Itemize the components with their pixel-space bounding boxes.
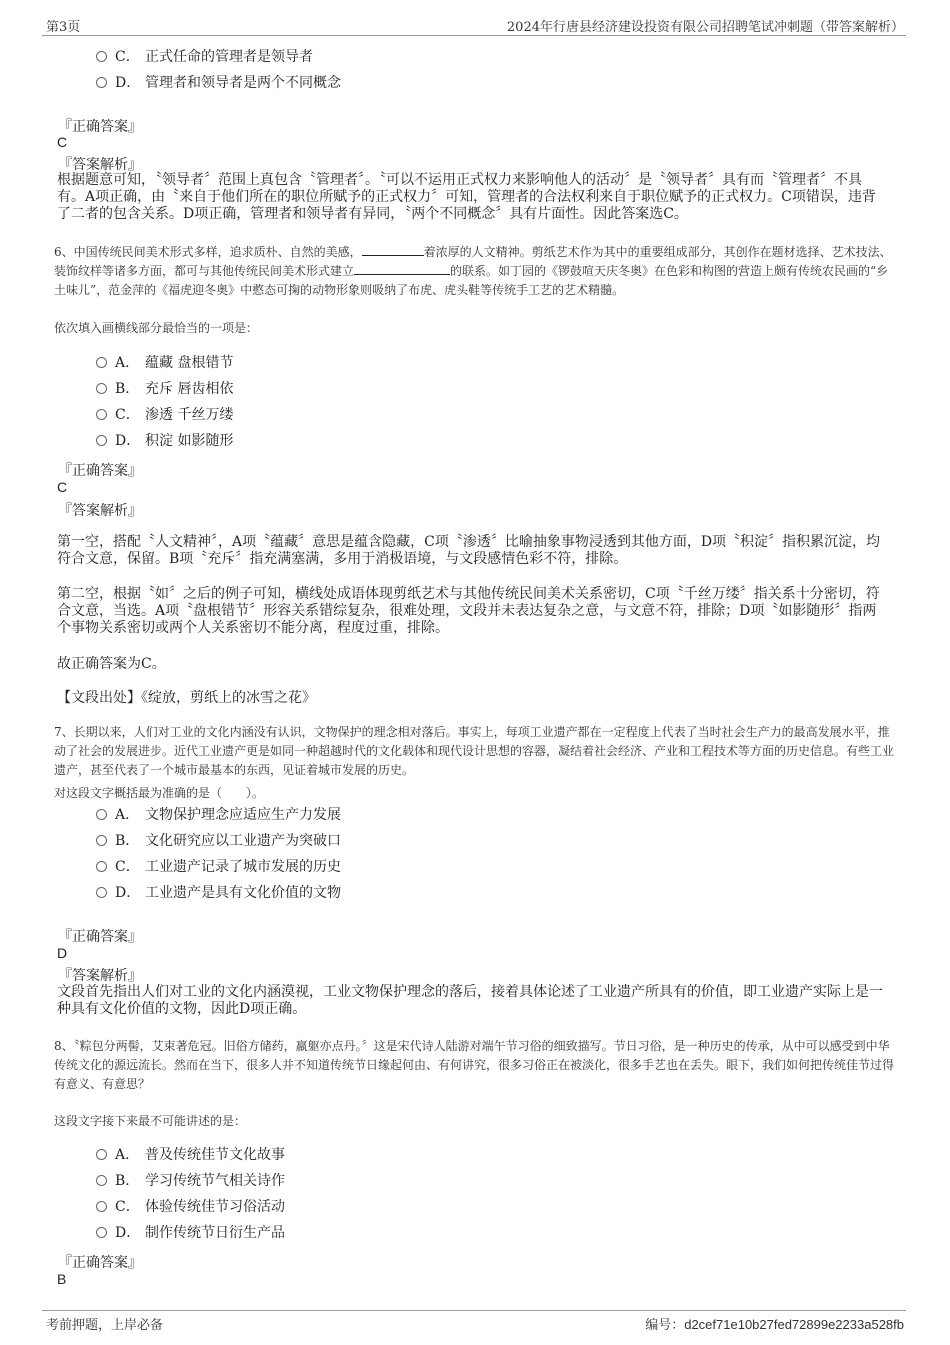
footer-code-label: 编号： — [645, 1318, 685, 1333]
radio-icon[interactable] — [96, 435, 107, 446]
q8-stem: 8、〝粽包分两髻，艾束著危冠。旧俗方储药，羸躯亦点丹。〞这是宋代诗人陆游对端午节习俗的细致描写。节日习俗，是一种历史的传承，从中可以感受到中华传统文化的源远流长。然而在当下，很多人并不知道传统节日缘起何由、有何讲究，很多习俗正在被淡化，很多手艺也在丢失。眼下，我们如何把传统佳节过得有意义、有意思？ — [54, 1039, 895, 1091]
q7-option-a[interactable]: A． 文物保护理念应适应生产力发展 — [96, 806, 341, 824]
radio-icon[interactable] — [96, 51, 107, 62]
q7-option-c[interactable]: C． 工业遗产记录了城市发展的历史 — [96, 858, 341, 876]
radio-icon[interactable] — [96, 1227, 107, 1238]
radio-icon[interactable] — [96, 1175, 107, 1186]
q7-prompt: 对这段文字概括最为准确的是（ ）。 — [54, 786, 265, 800]
q7-answer-label: 『正确答案』 — [58, 929, 142, 945]
q7-option-d[interactable]: D． 工业遗产是具有文化价值的文物 — [96, 884, 341, 902]
radio-icon[interactable] — [96, 887, 107, 898]
fill-blank-2 — [354, 262, 450, 275]
q8-option-d[interactable]: D． 制作传统节日衍生产品 — [96, 1224, 285, 1242]
radio-icon[interactable] — [96, 1201, 107, 1212]
q6-prompt: 依次填入画横线部分最恰当的一项是： — [54, 321, 259, 335]
q7-stem: 7、长期以来，人们对工业的文化内涵没有认识，文物保护的理念相对落后。事实上，每项工业遗产都在一定程度上代表了当时社会生产力的最高发展水平，推动了社会的发展进步。近代工业遗产更是如同一种超越时代的文化载体和现代设计思想的容器，凝结着社会经济、产业和工程技术等方面的历史信息。有些工业遗产，甚至代表了一个城市最基本的东西，见证着城市发展的历史。 — [54, 725, 895, 777]
q8-option-b[interactable]: B． 学习传统节气相关诗作 — [96, 1172, 285, 1190]
q6-stem: 6、中国传统民间美术形式多样，追求质朴、自然的美感， 着浓厚的人文精神。剪纸艺术作为其中的重要组成部分，其创作在题材选择、艺术技法、装饰纹样等诸多方面，都可与其他传统民间美术形式建立 的联系。如丁园的《锣鼓喧天庆冬奥》在色彩和构图的营造上颇有传统农民画的“乡土味儿”，范金萍的《福虎迎冬奥》中憨态可掬的动物形象则吸纳了布虎、虎头鞋等传统手工艺的艺术精髓。 — [54, 245, 892, 297]
q8-option-c[interactable]: C． 体验传统佳节习俗活动 — [96, 1198, 285, 1216]
q6-analysis-para-1: 第一空，搭配〝人文精神〞，A项〝蕴藏〞意思是蕴含隐藏，C项〝渗透〞比喻抽象事物浸透到其他方面，D项〝积淀〞指积累沉淀，均符合文意，保留。B项〝充斥〞指充满塞满，多用于消极语境，与文段感情色彩不符，排除。 — [57, 534, 881, 567]
header-divider — [42, 35, 906, 36]
q6-source: 【文段出处】《绽放，剪纸上的冰雪之花》 — [57, 690, 316, 706]
q7-analysis-label: 『答案解析』 — [58, 968, 142, 984]
radio-icon[interactable] — [96, 809, 107, 820]
q5-option-d[interactable]: D． 管理者和领导者是两个不同概念 — [96, 74, 341, 92]
footer-code-value: d2cef71e10b27fed72899e2233a528fb — [684, 1317, 904, 1332]
q8-answer: B — [57, 1271, 67, 1287]
q6-analysis-para-2: 第二空，根据〝如〞之后的例子可知，横线处成语体现剪纸艺术与其他传统民间美术关系密切，C项〝千丝万缕〞指关系十分密切，符合文意，当选。A项〝盘根错节〞形容关系错综复杂，很难处理，文段并未表达复杂之意，与文意不符，排除；D项〝如影随形〞指两个事物关系密切或两个人关系密切不能分离，程度过重，排除。 — [57, 586, 880, 636]
q6-analysis-label: 『答案解析』 — [58, 503, 142, 519]
radio-icon[interactable] — [96, 77, 107, 88]
footer-slogan: 考前押题，上岸必备 — [46, 1318, 164, 1333]
q5-analysis-label: 『答案解析』 — [58, 157, 142, 173]
radio-icon[interactable] — [96, 835, 107, 846]
footer-divider — [42, 1310, 906, 1311]
q7-option-b[interactable]: B． 文化研究应以工业遗产为突破口 — [96, 832, 341, 850]
q6-option-b[interactable]: B． 充斥 唇齿相依 — [96, 380, 233, 398]
q6-option-d[interactable]: D． 积淀 如影随形 — [96, 432, 233, 450]
radio-icon[interactable] — [96, 861, 107, 872]
radio-icon[interactable] — [96, 383, 107, 394]
q5-answer: C — [57, 134, 68, 150]
q6-answer-label: 『正确答案』 — [58, 463, 142, 479]
radio-icon[interactable] — [96, 1149, 107, 1160]
q5-answer-label: 『正确答案』 — [58, 119, 142, 135]
q6-answer: C — [57, 479, 68, 495]
q7-answer: D — [57, 945, 68, 961]
q8-option-a[interactable]: A． 普及传统佳节文化故事 — [96, 1146, 285, 1164]
radio-icon[interactable] — [96, 409, 107, 420]
fill-blank-1 — [362, 243, 424, 256]
radio-icon[interactable] — [96, 357, 107, 368]
q6-option-c[interactable]: C． 渗透 千丝万缕 — [96, 406, 233, 424]
q6-conclusion: 故正确答案为C。 — [57, 656, 166, 672]
q6-option-a[interactable]: A． 蕴藏 盘根错节 — [96, 354, 233, 372]
q5-analysis: 根据题意可知，〝领导者〞范围上真包含〝管理者〞。〝可以不运用正式权力来影响他人的活动〞是〝领导者〞具有而〝管理者〞不具有。A项正确，由〝来自于他们所在的职位所赋予的正式权力〞可知，管理者的合法权利来自于职位赋予的正式权力。C项错误，违背了二者的包含关系。D项正确，管理者和领导者有异同，〝两个不同概念〞具有片面性。因此答案选C。 — [57, 172, 876, 222]
document-title: 2024年行唐县经济建设投资有限公司招聘笔试冲刺题（带答案解析） — [506, 20, 904, 35]
q7-analysis: 文段首先指出人们对工业的文化内涵漠视，工业文物保护理念的落后，接着具体论述了工业遗产所具有的价值，即工业遗产实际上是一种具有文化价值的文物，因此D项正确。 — [57, 984, 883, 1017]
page-number: 第3页 — [46, 20, 81, 35]
q8-prompt: 这段文字接下来最不可能讲述的是： — [54, 1114, 247, 1128]
q5-option-c[interactable]: C． 正式任命的管理者是领导者 — [96, 48, 313, 66]
q8-answer-label: 『正确答案』 — [58, 1255, 142, 1271]
footer-code — [645, 1314, 904, 1333]
